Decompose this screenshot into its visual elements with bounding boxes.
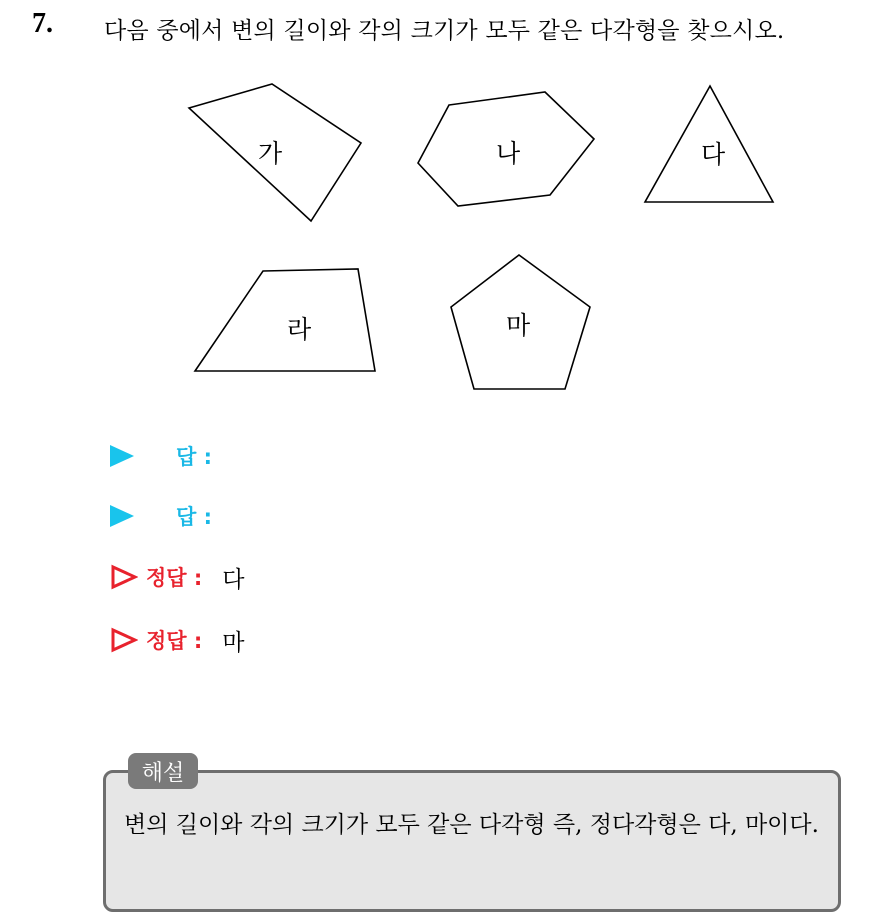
- correct-answer-row-1: [110, 562, 245, 592]
- shape-da: [645, 86, 773, 202]
- shape-ma: [451, 255, 590, 389]
- question-text: 다음 중에서 변의 길이와 각의 크기가 모두 같은 다각형을 찾으시오.: [104, 18, 785, 44]
- correct-answer-row-2: [110, 625, 245, 655]
- shape-na-label: 나: [496, 139, 521, 168]
- question-number: 7.: [32, 8, 53, 39]
- shape-figure: [0, 0, 884, 420]
- answer-row-1: [110, 441, 232, 471]
- shape-ra-polygon: [195, 269, 375, 371]
- answer-label: 답 :: [176, 445, 212, 469]
- explanation-tab: 해설: [128, 753, 198, 789]
- shape-ga-label: 가: [258, 139, 283, 168]
- shape-ra: [195, 269, 375, 371]
- explanation-text: 변의 길이와 각의 크기가 모두 같은 다각형 즉, 정다각형은 다, 마이다.: [124, 812, 819, 838]
- filled-triangle-icon: [110, 445, 134, 467]
- shape-ga: [189, 84, 361, 221]
- correct-answer-value: 마: [222, 629, 245, 656]
- outline-triangle-icon: [110, 564, 138, 590]
- correct-answer-value: 다: [222, 566, 245, 593]
- outline-triangle-icon: [110, 627, 138, 653]
- shape-ra-label: 라: [287, 315, 312, 344]
- answer-row-2: [110, 501, 232, 531]
- answer-label: 답 :: [176, 505, 212, 529]
- shape-na: [418, 92, 594, 206]
- correct-answer-label: 정답 :: [146, 629, 203, 653]
- filled-triangle-icon: [110, 505, 134, 527]
- shape-da-label: 다: [701, 140, 726, 169]
- shape-ma-label: 마: [506, 311, 531, 340]
- correct-answer-label: 정답 :: [146, 566, 203, 590]
